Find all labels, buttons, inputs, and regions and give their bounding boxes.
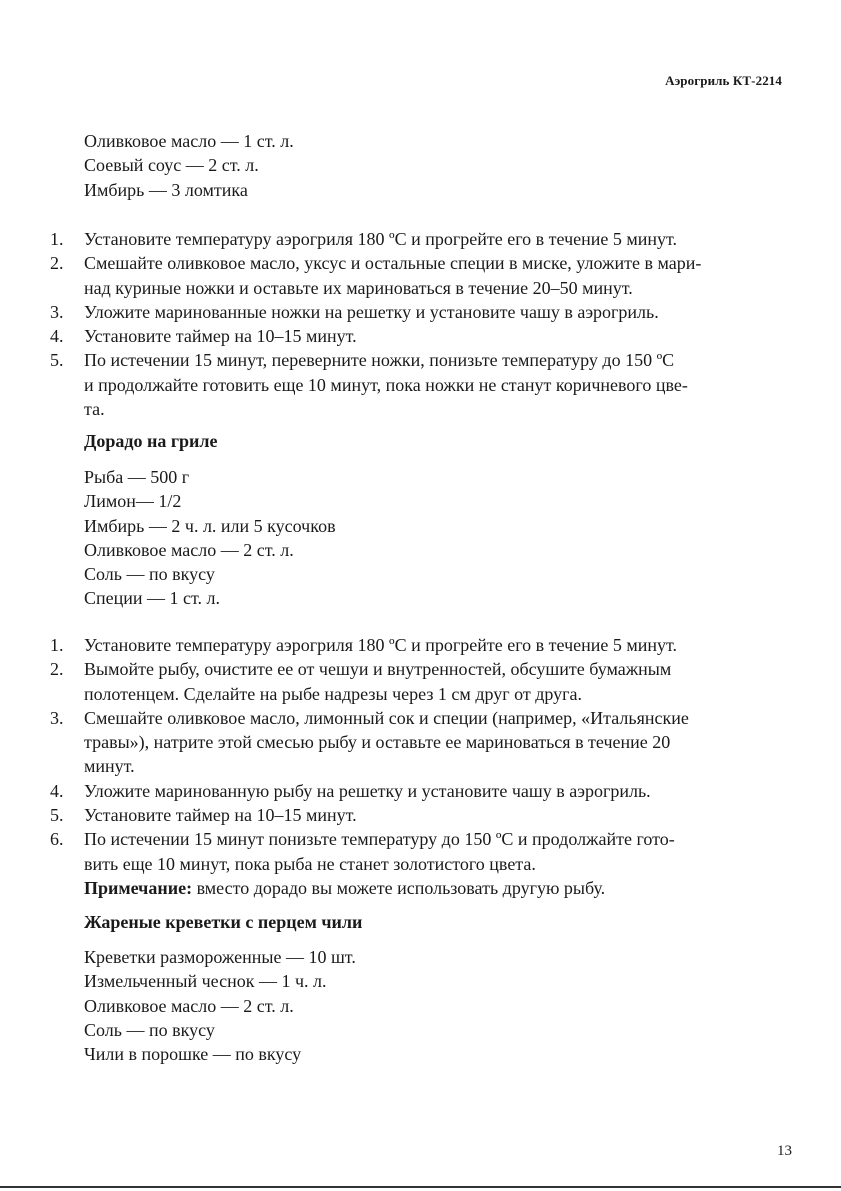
steps-list-dorado: [50, 633, 780, 900]
step-item: [50, 300, 780, 324]
step-line: минут.: [84, 756, 135, 777]
note-label: Примечание:: [84, 877, 193, 898]
step-line: вить еще 10 минут, пока рыба не станет золотистого цвета.: [84, 853, 536, 874]
ingredient-item: Чили в порошке — по вкусу: [84, 1044, 302, 1065]
step-number: 4.: [50, 326, 64, 347]
step-text: [84, 779, 780, 803]
step-line: Вымойте рыбу, очистите ее от чешуи и внутренностей, обсушите бумажным: [84, 659, 672, 680]
step-item: [50, 706, 780, 779]
step-number: 5.: [50, 805, 64, 826]
step-text: [84, 827, 780, 900]
step-line: Уложите маринованную рыбу на решетку и установите чашу в аэрогриль.: [84, 780, 651, 801]
step-number: 5.: [50, 350, 64, 371]
ingredient-item: Рыба — 500 г: [84, 467, 190, 487]
step-number: 1.: [50, 229, 64, 249]
ingredient-item: Лимон— 1/2: [84, 491, 182, 512]
recipe-note: [84, 878, 605, 898]
ingredient-item: Оливковое масло — 1 ст. л.: [84, 131, 294, 151]
step-number: 4.: [50, 780, 64, 801]
step-text: [84, 633, 780, 657]
step-line: над куриные ножки и оставьте их мариноваться в течение 20–50 минут.: [84, 277, 633, 298]
ingredients-list-chicken: [84, 129, 294, 202]
steps-list-chicken: [50, 227, 780, 421]
step-line: Установите температуру аэрогриля 180 ºС и прогрейте его в течение 5 минут.: [84, 229, 678, 249]
step-number: 6.: [50, 829, 64, 850]
ingredients-list-shrimp: [84, 945, 356, 1066]
recipe-title-shrimp: Жареные креветки с перцем чили: [84, 912, 363, 932]
step-line: полотенцем. Сделайте на рыбе надрезы через 1 см друг от друга.: [84, 683, 583, 704]
page-number: 13: [777, 1143, 792, 1159]
bottom-divider: [0, 1186, 841, 1188]
step-text: [84, 803, 780, 827]
step-line: травы»), натрите этой смесью рыбу и оставьте ее мариноваться в течение 20: [84, 732, 671, 753]
step-line: Смешайте оливковое масло, лимонный сок и специи (например, «Итальянские: [84, 707, 689, 728]
step-item: [50, 251, 780, 300]
step-item: [50, 779, 780, 803]
ingredient-item: Оливковое масло — 2 ст. л.: [84, 995, 294, 1016]
step-line: По истечении 15 минут понизьте температуру до 150 ºС и продолжайте гото-: [84, 829, 675, 850]
step-item: [50, 657, 780, 706]
step-item: [50, 227, 780, 251]
ingredient-item: Имбирь — 3 ломтика: [84, 179, 248, 200]
ingredient-item: Креветки размороженные — 10 шт.: [84, 947, 356, 967]
ingredient-item: Оливковое масло — 2 ст. л.: [84, 539, 294, 560]
step-number: 2.: [50, 659, 64, 680]
ingredient-item: Соль — по вкусу: [84, 1019, 215, 1040]
ingredient-item: Соевый соус — 2 ст. л.: [84, 155, 259, 176]
step-text: [84, 324, 780, 348]
recipe-title-dorado: Дорадо на гриле: [84, 431, 218, 451]
step-line: Установите температуру аэрогриля 180 ºС и прогрейте его в течение 5 минут.: [84, 635, 678, 655]
ingredient-item: Специи — 1 ст. л.: [84, 588, 221, 609]
step-line: Установите таймер на 10–15 минут.: [84, 805, 357, 826]
step-line: По истечении 15 минут, переверните ножки, понизьте температуру до 150 ºС: [84, 350, 675, 371]
step-text: [84, 348, 780, 421]
step-text: [84, 300, 780, 324]
step-number: 1.: [50, 635, 64, 655]
step-text: [84, 706, 780, 779]
step-line: и продолжайте готовить еще 10 минут, пока ножки не станут коричневого цве-: [84, 374, 688, 395]
note-text: вместо дорадо вы можете использовать другую рыбу.: [192, 877, 606, 898]
step-number: 3.: [50, 707, 64, 728]
step-line: Смешайте оливковое масло, уксус и остальные специи в миске, уложите в мари-: [84, 253, 702, 274]
ingredient-item: Измельченный чеснок — 1 ч. л.: [84, 971, 327, 992]
step-text: [84, 251, 780, 300]
step-text: [84, 657, 780, 706]
step-item: [50, 633, 780, 657]
step-number: 3.: [50, 301, 64, 322]
ingredient-item: Имбирь — 2 ч. л. или 5 кусочков: [84, 515, 336, 536]
step-line: Уложите маринованные ножки на решетку и установите чашу в аэрогриль.: [84, 301, 659, 322]
running-header: Аэрогриль КТ-2214: [665, 73, 782, 88]
step-item: [50, 803, 780, 827]
ingredient-item: Соль — по вкусу: [84, 564, 215, 585]
step-text: [84, 227, 780, 251]
step-item: [50, 348, 780, 421]
step-item: [50, 324, 780, 348]
step-line: Установите таймер на 10–15 минут.: [84, 326, 357, 347]
ingredients-list-dorado: [84, 465, 336, 611]
step-item: [50, 827, 780, 900]
step-line: та.: [84, 399, 105, 420]
step-number: 2.: [50, 253, 64, 274]
